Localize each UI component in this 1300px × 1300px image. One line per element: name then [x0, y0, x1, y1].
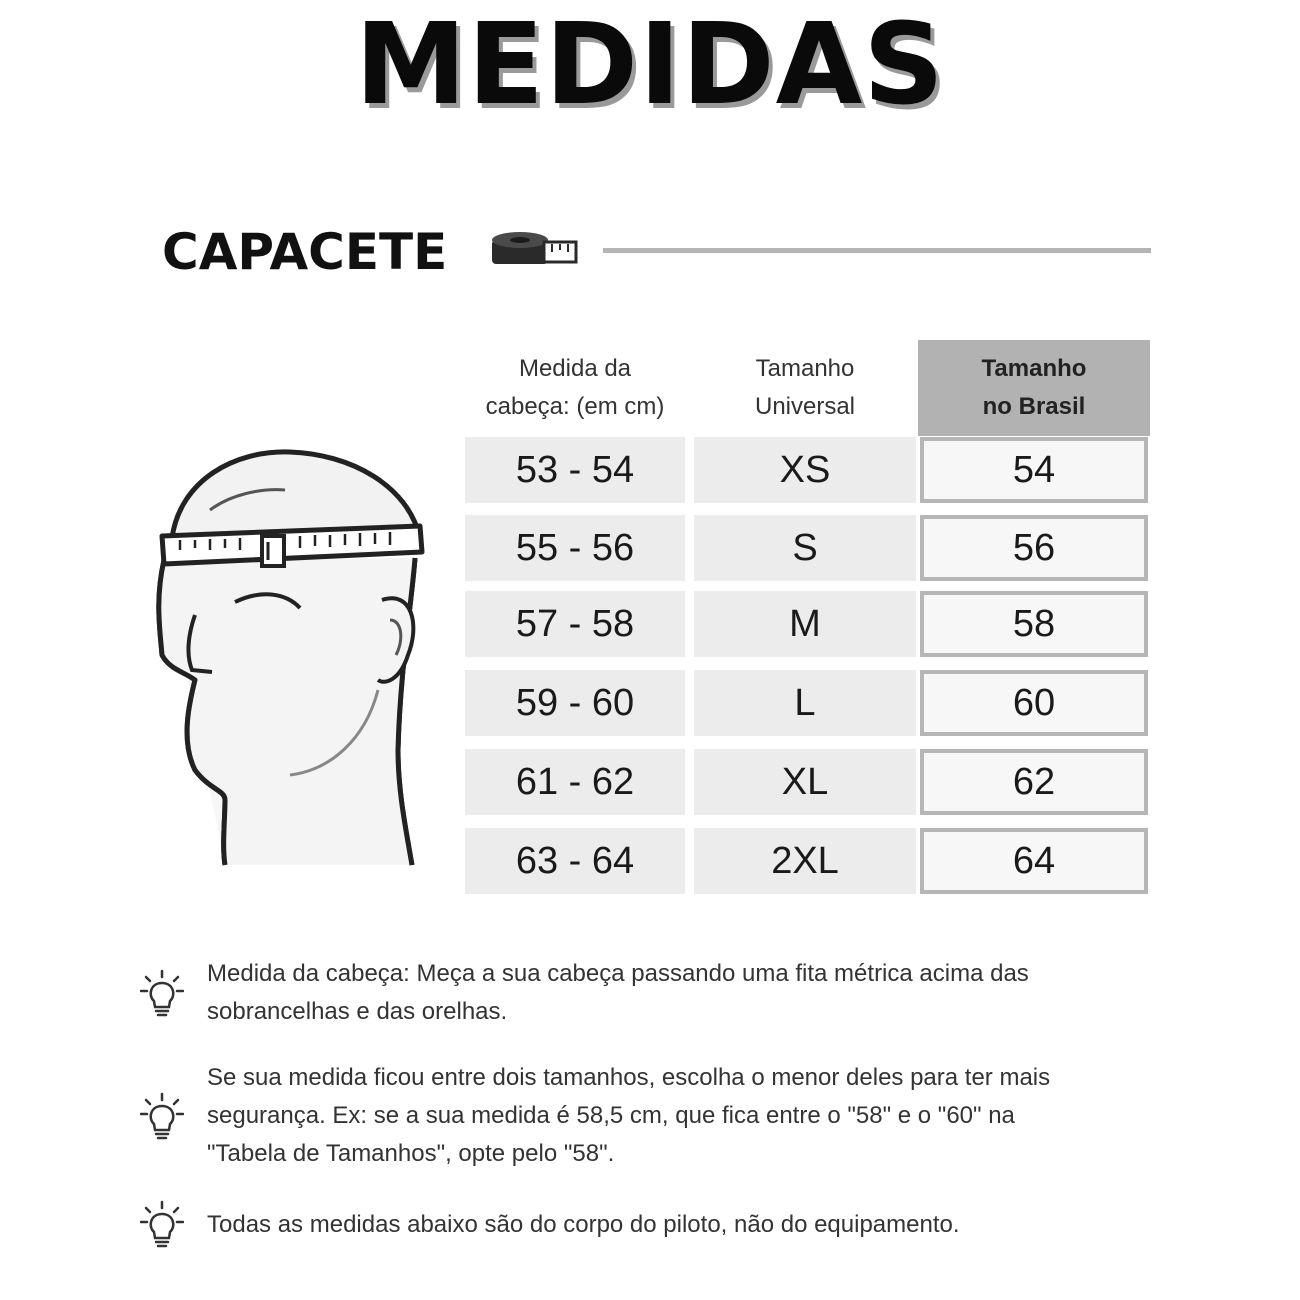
cell-brazil-size: 54 [920, 437, 1148, 503]
cell-brazil-size: 64 [920, 828, 1148, 894]
header-universal-size-line2: Universal [754, 393, 856, 420]
header-universal-size [694, 350, 916, 430]
header-universal-size-line1: Tamanho [755, 355, 855, 382]
lightbulb-icon [140, 1092, 184, 1142]
header-head-measure-line2: cabeça: (em cm) [485, 393, 665, 420]
cell-brazil-size: 58 [920, 591, 1148, 657]
cell-universal-size: L [694, 670, 916, 736]
section-title: CAPACETE [162, 223, 448, 281]
cell-brazil-size: 60 [920, 670, 1148, 736]
header-brazil-size [918, 340, 1150, 436]
cell-head-measure: 61 - 62 [465, 749, 685, 815]
cell-head-measure: 53 - 54 [465, 437, 685, 503]
cell-head-measure: 63 - 64 [465, 828, 685, 894]
note-text: Se sua medida ficou entre dois tamanhos, escolha o menor deles para ter mais segurança. Ex: se a sua medida é 58,5 cm, que fica entre o "58" e o "60" na "Tabela de Tamanhos", opte pelo "58". [207, 1064, 1051, 1167]
header-brazil-size-line1: Tamanho [981, 355, 1087, 382]
note-measure-head [140, 955, 1180, 1035]
cell-head-measure: 59 - 60 [465, 670, 685, 736]
cell-brazil-size: 62 [920, 749, 1148, 815]
note-text: Medida da cabeça: Meça a sua cabeça passando uma fita métrica acima das sobrancelhas e das orelhas. [207, 960, 1029, 1025]
cell-universal-size: XL [694, 749, 916, 815]
header-head-measure-line1: Medida da [518, 355, 632, 382]
cell-universal-size: XS [694, 437, 916, 503]
tape-measure-icon [490, 228, 580, 274]
note-text: Todas as medidas abaixo são do corpo do piloto, não do equipamento. [207, 1211, 960, 1238]
section-divider [603, 248, 1151, 253]
cell-head-measure: 57 - 58 [465, 591, 685, 657]
lightbulb-icon [140, 969, 184, 1019]
cell-universal-size: 2XL [694, 828, 916, 894]
cell-universal-size: S [694, 515, 916, 581]
lightbulb-icon [140, 1200, 184, 1250]
cell-universal-size: M [694, 591, 916, 657]
header-head-measure [465, 350, 685, 430]
header-brazil-size-line2: no Brasil [982, 393, 1086, 420]
note-between-sizes [140, 1059, 1180, 1179]
note-body-measures [140, 1206, 1180, 1256]
page-title: MEDIDAS [355, 0, 945, 130]
head-measurement-icon [150, 440, 440, 870]
cell-brazil-size: 56 [920, 515, 1148, 581]
cell-head-measure: 55 - 56 [465, 515, 685, 581]
